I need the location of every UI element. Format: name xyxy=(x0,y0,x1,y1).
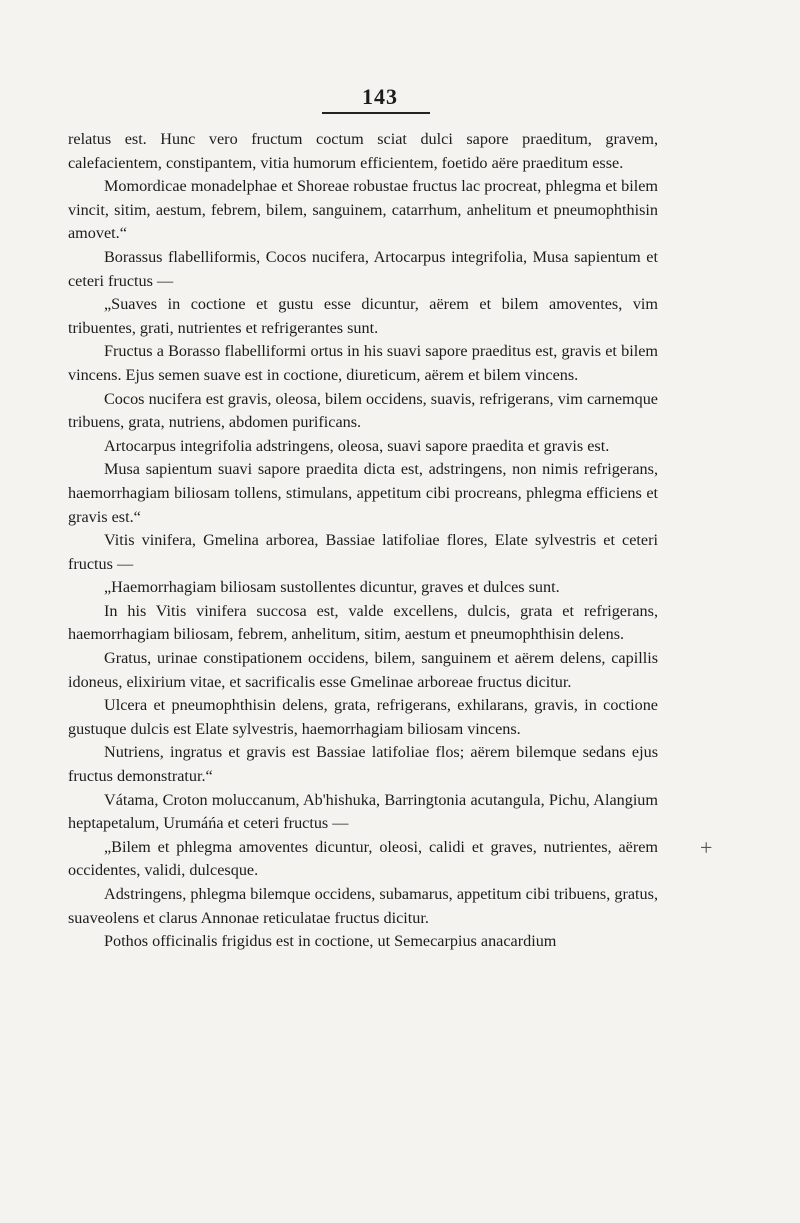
paragraph: relatus est. Hunc vero fructum coctum sciat dulci sapore praeditum, gravem, calefacientem, constipantem, vitia humorum efficientem, foetido aëre praeditum esse. xyxy=(68,130,658,172)
paragraph: Borassus flabelliformis, Cocos nucifera, Artocarpus integrifolia, Musa sapientum et ceteri fructus — xyxy=(68,247,658,290)
body-text xyxy=(68,128,658,954)
margin-mark: + xyxy=(700,835,713,860)
paragraph: Nutriens, ingratus et gravis est Bassiae latifoliae flos; aërem bilemque sedans ejus fructus demonstratur.“ xyxy=(68,743,658,786)
paragraph: „Suaves in coctione et gustu esse dicuntur, aërem et bilem amoventes, vim tribuentes, grati, nutrientes et refrigerantes sunt. xyxy=(68,295,658,337)
paragraph: Momordicae monadelphae et Shoreae robustae fructus lac procreat, phlegma et bilem vincit, sitim, aestum, febrem, bilem, sanguinem, catarrhum, anhelitum et pneumophthisin amovet.“ xyxy=(68,177,658,243)
paragraph: Vátama, Croton moluccanum, Ab'hishuka, Barringtonia acutangula, Pichu, Alangium heptapetalum, Urumáńa et ceteri fructus — xyxy=(68,790,658,833)
page-number: 143 xyxy=(362,84,398,109)
paragraph: Ulcera et pneumophthisin delens, grata, refrigerans, exhilarans, gravis, in coctione gustuque dulcis est Elate sylvestris, haemorrhagiam biliosam vincens. xyxy=(68,696,658,738)
paragraph: Fructus a Borasso flabelliformi ortus in his suavi sapore praeditus est, gravis et bilem vincens. Ejus semen suave est in coctione, diureticum, aërem et bilem vincens. xyxy=(68,342,658,384)
paragraph: „Bilem et phlegma amoventes dicuntur, oleosi, calidi et graves, nutrientes, aërem occidentes, validi, dulcesque. xyxy=(68,837,658,880)
paragraph: Pothos officinalis frigidus est in coctione, ut Semecarpius anacardium xyxy=(104,932,557,951)
paragraph: Gratus, urinae constipationem occidens, bilem, sanguinem et aërem delens, capillis idoneus, elixirium vitae, et sacrificalis esse Gmelinae arboreae fructus dicitur. xyxy=(68,649,658,691)
paragraph: Adstringens, phlegma bilemque occidens, subamarus, appetitum cibi tribuens, gratus, suaveolens et clarus Annonae reticulatae fructus dicitur. xyxy=(68,885,658,927)
paragraph: Musa sapientum suavi sapore praedita dicta est, adstringens, non nimis refrigerans, haemorrhagiam biliosam tollens, stimulans, appetitum cibi procreans, phlegma efficiens et gravis est.“ xyxy=(68,460,658,526)
paragraph: Vitis vinifera, Gmelina arborea, Bassiae latifoliae flores, Elate sylvestris et ceteri fructus — xyxy=(68,531,658,573)
paragraph: Artocarpus integrifolia adstringens, oleosa, suavi sapore praedita et gravis est. xyxy=(104,436,610,455)
paragraph: „Haemorrhagiam biliosam sustollentes dicuntur, graves et dulces sunt. xyxy=(104,578,560,597)
paragraph: Cocos nucifera est gravis, oleosa, bilem occidens, suavis, refrigerans, vim carnemque tribuens, grata, nutriens, abdomen purificans. xyxy=(68,389,658,432)
paragraph: In his Vitis vinifera succosa est, valde excellens, dulcis, grata et refrigerans, haemorrhagiam biliosam, febrem, anhelitum, sitim, aestum et pneumophthisin delens. xyxy=(68,601,658,644)
header-rule xyxy=(322,112,430,114)
